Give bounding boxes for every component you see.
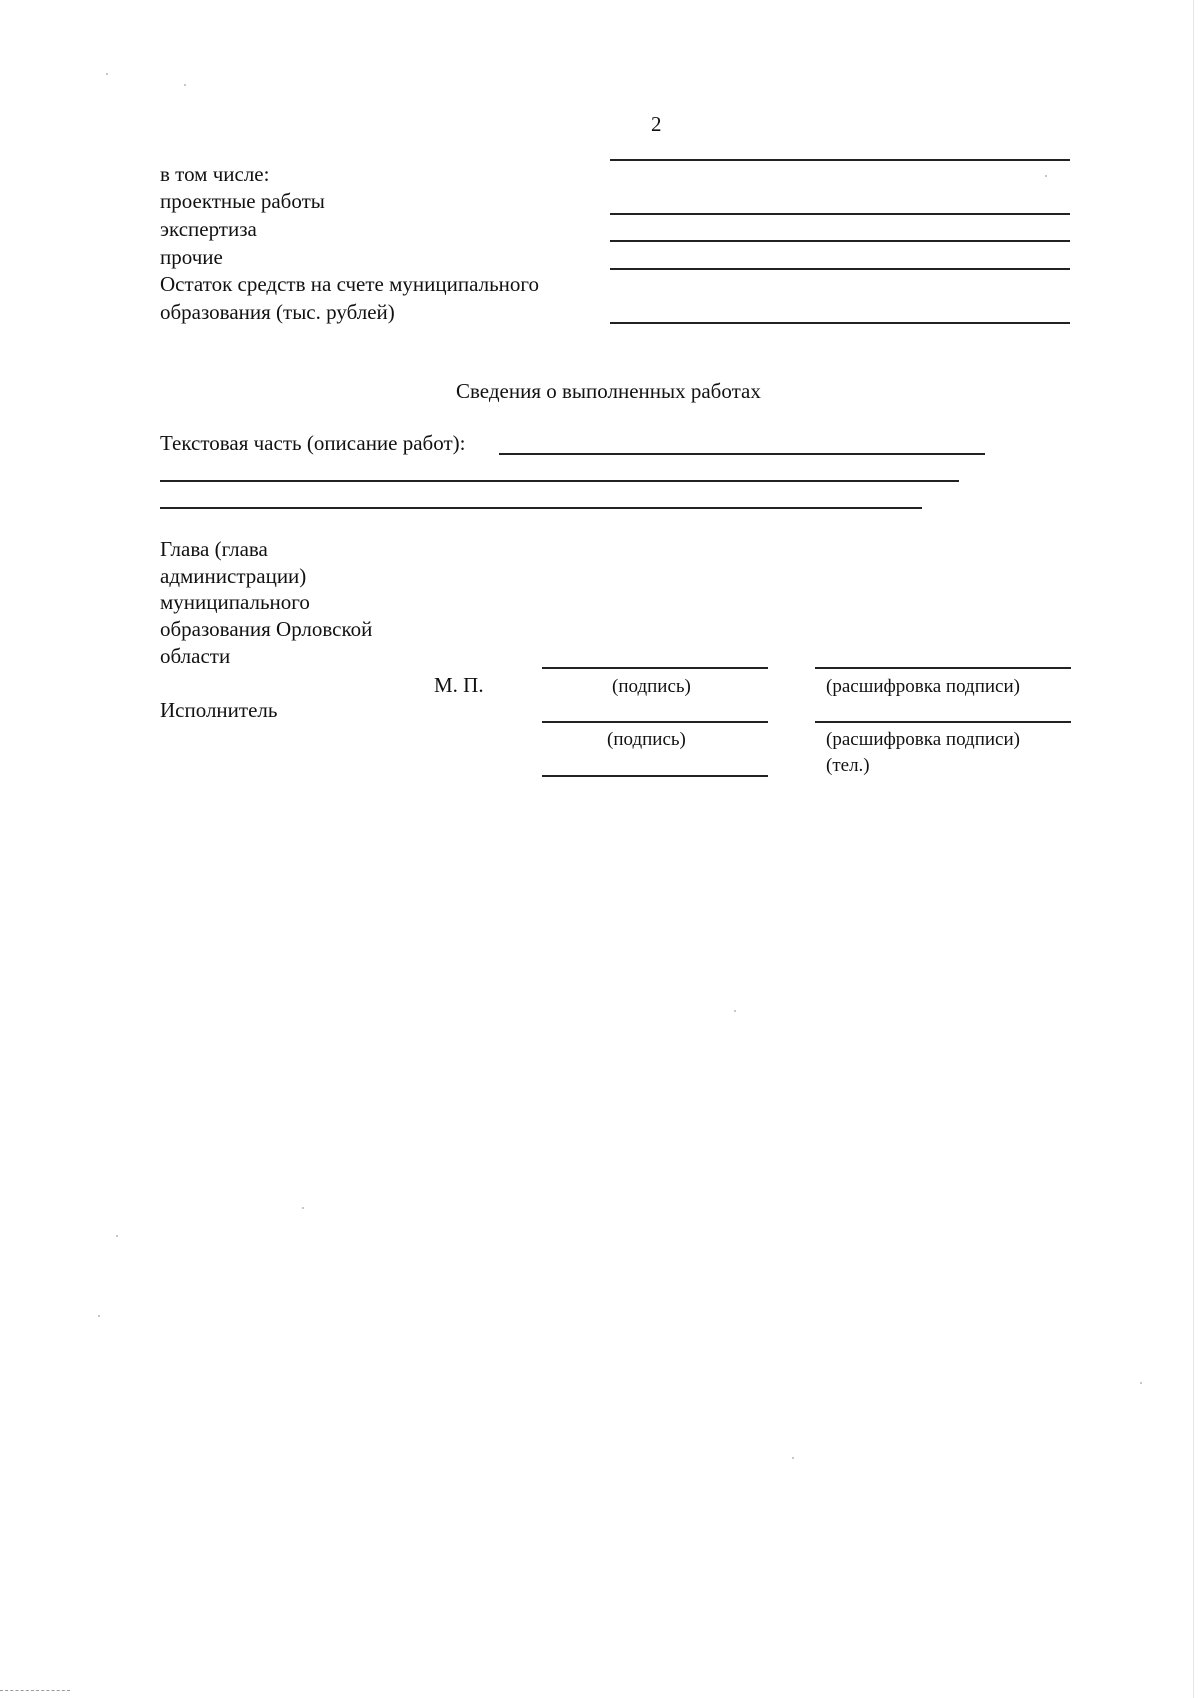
works-section-title: Сведения о выполненных работах — [456, 379, 761, 403]
design-work-value-line — [610, 213, 1070, 215]
other-label: прочие — [160, 245, 223, 269]
scan-speck — [792, 1457, 794, 1459]
head-label-line-2: администрации) — [160, 564, 307, 588]
including-label: в том числе: — [160, 162, 270, 186]
head-signature-line — [542, 667, 768, 669]
text-part-line-1 — [499, 453, 985, 455]
expertise-label: экспертиза — [160, 217, 257, 241]
expertise-value-line — [610, 240, 1070, 242]
scan-edge-mark — [0, 1690, 70, 1691]
text-part-label: Текстовая часть (описание работ): — [160, 431, 466, 455]
head-decoding-line — [815, 667, 1071, 669]
stamp-label: М. П. — [434, 673, 484, 697]
scan-speck — [1140, 1382, 1142, 1384]
executor-decoding-caption: (расшифровка подписи) — [826, 729, 1020, 750]
balance-value-line — [610, 322, 1070, 324]
executor-label: Исполнитель — [160, 698, 278, 722]
design-work-label: проектные работы — [160, 189, 325, 213]
page-number: 2 — [651, 112, 662, 136]
phone-caption: (тел.) — [826, 755, 870, 776]
text-part-line-3 — [160, 507, 922, 509]
head-decoding-caption: (расшифровка подписи) — [826, 676, 1020, 697]
scan-speck — [98, 1315, 100, 1317]
balance-label-line2: образования (тыс. рублей) — [160, 300, 395, 324]
scan-speck — [734, 1010, 736, 1012]
executor-decoding-line — [815, 721, 1071, 723]
head-label-line-4: образования Орловской — [160, 617, 373, 641]
balance-label-line1: Остаток средств на счете муниципального — [160, 272, 539, 296]
head-signature-caption: (подпись) — [612, 676, 691, 697]
head-label-line-5: области — [160, 644, 231, 668]
scan-speck — [106, 73, 108, 75]
scan-speck — [1045, 175, 1047, 177]
total-value-line — [610, 159, 1070, 161]
scan-speck — [116, 1235, 118, 1237]
head-label-line-1: Глава (глава — [160, 537, 268, 561]
phone-line — [542, 775, 768, 777]
scan-speck — [184, 84, 186, 86]
other-value-line — [610, 268, 1070, 270]
text-part-line-2 — [160, 480, 959, 482]
head-label-line-3: муниципального — [160, 590, 310, 614]
scan-speck — [302, 1207, 304, 1209]
executor-signature-caption: (подпись) — [607, 729, 686, 750]
scan-page-edge — [1193, 0, 1194, 1698]
executor-signature-line — [542, 721, 768, 723]
